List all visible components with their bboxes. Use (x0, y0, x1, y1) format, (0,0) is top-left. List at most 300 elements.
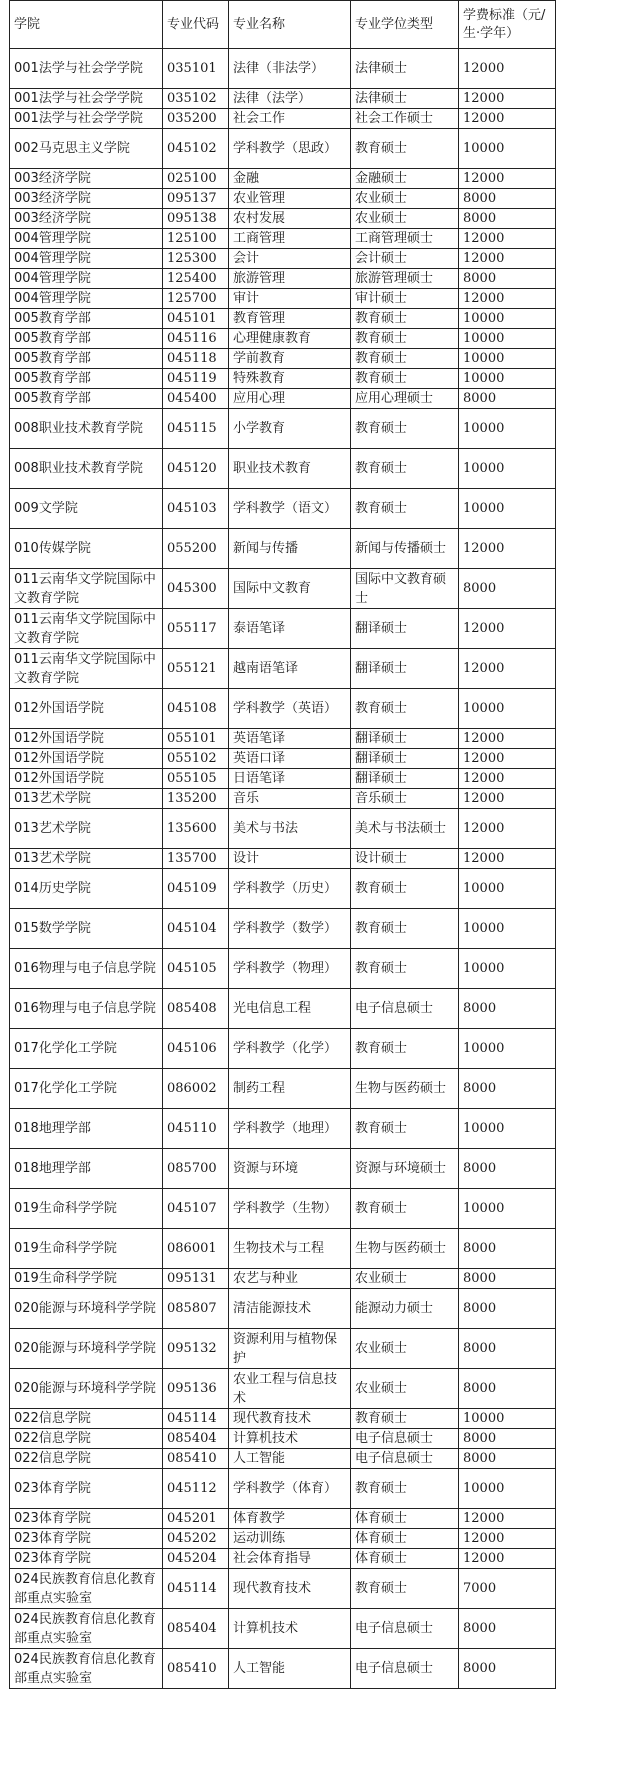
tuition-cell: 10000 (459, 869, 556, 909)
header-college: 学院 (10, 1, 163, 49)
major-code-cell: 045106 (163, 1029, 229, 1069)
table-row (10, 229, 556, 249)
major-name-cell: 教育管理 (229, 309, 351, 329)
table-row (10, 729, 556, 749)
table-row (10, 269, 556, 289)
table-row (10, 1569, 556, 1609)
major-code-cell: 045112 (163, 1469, 229, 1509)
table-row (10, 129, 556, 169)
tuition-cell: 8000 (459, 1649, 556, 1689)
table-row (10, 1429, 556, 1449)
major-name-cell: 社会体育指导 (229, 1549, 351, 1569)
major-name-cell: 音乐 (229, 789, 351, 809)
table-row (10, 569, 556, 609)
tuition-cell: 8000 (459, 1069, 556, 1109)
degree-type-cell: 教育硕士 (351, 689, 459, 729)
degree-type-cell: 体育硕士 (351, 1509, 459, 1529)
college-cell: 011云南华文学院国际中文教育学院 (10, 649, 163, 689)
major-name-cell: 心理健康教育 (229, 329, 351, 349)
major-name-cell: 泰语笔译 (229, 609, 351, 649)
degree-type-cell: 会计硕士 (351, 249, 459, 269)
degree-type-cell: 金融硕士 (351, 169, 459, 189)
major-code-cell: 045202 (163, 1529, 229, 1549)
degree-type-cell: 农业硕士 (351, 1329, 459, 1369)
degree-type-cell: 电子信息硕士 (351, 1429, 459, 1449)
major-name-cell: 英语口译 (229, 749, 351, 769)
table-row (10, 1029, 556, 1069)
major-code-cell: 085408 (163, 989, 229, 1029)
major-name-cell: 越南语笔译 (229, 649, 351, 689)
tuition-cell: 12000 (459, 1509, 556, 1529)
degree-type-cell: 生物与医药硕士 (351, 1229, 459, 1269)
table-row (10, 1189, 556, 1229)
header-degree-type: 专业学位类型 (351, 1, 459, 49)
major-code-cell: 055102 (163, 749, 229, 769)
table-row (10, 609, 556, 649)
college-cell: 016物理与电子信息学院 (10, 949, 163, 989)
major-name-cell: 会计 (229, 249, 351, 269)
major-code-cell: 045118 (163, 349, 229, 369)
degree-type-cell: 教育硕士 (351, 869, 459, 909)
degree-type-cell: 教育硕士 (351, 409, 459, 449)
college-cell: 012外国语学院 (10, 729, 163, 749)
table-row (10, 449, 556, 489)
major-name-cell: 设计 (229, 849, 351, 869)
college-cell: 009文学院 (10, 489, 163, 529)
major-name-cell: 职业技术教育 (229, 449, 351, 489)
degree-type-cell: 法律硕士 (351, 89, 459, 109)
header-tuition: 学费标准（元/生·学年） (459, 1, 556, 49)
table-row (10, 1529, 556, 1549)
tuition-cell: 8000 (459, 1369, 556, 1409)
tuition-cell: 12000 (459, 169, 556, 189)
table-row (10, 989, 556, 1029)
degree-type-cell: 农业硕士 (351, 1269, 459, 1289)
tuition-cell: 12000 (459, 1529, 556, 1549)
degree-type-cell: 法律硕士 (351, 49, 459, 89)
major-name-cell: 农村发展 (229, 209, 351, 229)
tuition-cell: 10000 (459, 309, 556, 329)
tuition-table (9, 0, 556, 1689)
major-code-cell: 055121 (163, 649, 229, 689)
tuition-cell: 8000 (459, 1229, 556, 1269)
table-row (10, 1109, 556, 1149)
table-row (10, 909, 556, 949)
major-code-cell: 135200 (163, 789, 229, 809)
tuition-cell: 10000 (459, 1029, 556, 1069)
tuition-cell: 10000 (459, 689, 556, 729)
major-code-cell: 085410 (163, 1649, 229, 1689)
degree-type-cell: 体育硕士 (351, 1529, 459, 1549)
tuition-cell: 10000 (459, 1189, 556, 1229)
degree-type-cell: 教育硕士 (351, 309, 459, 329)
table-row (10, 849, 556, 869)
college-cell: 023体育学院 (10, 1469, 163, 1509)
major-code-cell: 135600 (163, 809, 229, 849)
major-name-cell: 美术与书法 (229, 809, 351, 849)
degree-type-cell: 电子信息硕士 (351, 1609, 459, 1649)
college-cell: 022信息学院 (10, 1449, 163, 1469)
degree-type-cell: 教育硕士 (351, 1189, 459, 1229)
table-row (10, 809, 556, 849)
table-row (10, 689, 556, 729)
tuition-cell: 10000 (459, 369, 556, 389)
major-name-cell: 人工智能 (229, 1449, 351, 1469)
degree-type-cell: 农业硕士 (351, 209, 459, 229)
major-name-cell: 体育教学 (229, 1509, 351, 1529)
tuition-cell: 10000 (459, 1109, 556, 1149)
college-cell: 024民族教育信息化教育部重点实验室 (10, 1649, 163, 1689)
degree-type-cell: 翻译硕士 (351, 609, 459, 649)
table-row (10, 1409, 556, 1429)
major-name-cell: 学前教育 (229, 349, 351, 369)
major-code-cell: 045104 (163, 909, 229, 949)
table-row (10, 369, 556, 389)
college-cell: 016物理与电子信息学院 (10, 989, 163, 1029)
college-cell: 004管理学院 (10, 229, 163, 249)
table-row (10, 89, 556, 109)
tuition-cell: 12000 (459, 769, 556, 789)
college-cell: 019生命科学学院 (10, 1269, 163, 1289)
tuition-cell: 8000 (459, 1149, 556, 1189)
major-code-cell: 085404 (163, 1429, 229, 1449)
table-row (10, 309, 556, 329)
degree-type-cell: 农业硕士 (351, 189, 459, 209)
tuition-cell: 8000 (459, 1329, 556, 1369)
major-name-cell: 日语笔译 (229, 769, 351, 789)
major-name-cell: 金融 (229, 169, 351, 189)
degree-type-cell: 教育硕士 (351, 329, 459, 349)
major-name-cell: 农业工程与信息技术 (229, 1369, 351, 1409)
table-row (10, 1269, 556, 1289)
table-row (10, 869, 556, 909)
degree-type-cell: 设计硕士 (351, 849, 459, 869)
college-cell: 014历史学院 (10, 869, 163, 909)
college-cell: 018地理学部 (10, 1149, 163, 1189)
tuition-cell: 12000 (459, 849, 556, 869)
table-row (10, 649, 556, 689)
table-row (10, 1229, 556, 1269)
college-cell: 017化学化工学院 (10, 1069, 163, 1109)
tuition-cell: 12000 (459, 789, 556, 809)
tuition-cell: 8000 (459, 569, 556, 609)
major-code-cell: 095138 (163, 209, 229, 229)
major-code-cell: 095131 (163, 1269, 229, 1289)
degree-type-cell: 电子信息硕士 (351, 1449, 459, 1469)
major-name-cell: 法律（法学） (229, 89, 351, 109)
major-code-cell: 045110 (163, 1109, 229, 1149)
table-row (10, 1369, 556, 1409)
table-row (10, 329, 556, 349)
major-name-cell: 人工智能 (229, 1649, 351, 1689)
tuition-cell: 12000 (459, 809, 556, 849)
college-cell: 013艺术学院 (10, 809, 163, 849)
tuition-cell: 8000 (459, 1269, 556, 1289)
tuition-cell: 8000 (459, 1289, 556, 1329)
college-cell: 011云南华文学院国际中文教育学院 (10, 609, 163, 649)
college-cell: 020能源与环境科学学院 (10, 1329, 163, 1369)
major-name-cell: 法律（非法学） (229, 49, 351, 89)
major-name-cell: 资源利用与植物保护 (229, 1329, 351, 1369)
major-code-cell: 095136 (163, 1369, 229, 1409)
table-row (10, 769, 556, 789)
college-cell: 005教育学部 (10, 389, 163, 409)
table-row (10, 1469, 556, 1509)
major-code-cell: 045119 (163, 369, 229, 389)
degree-type-cell: 应用心理硕士 (351, 389, 459, 409)
table-row (10, 1549, 556, 1569)
college-cell: 008职业技术教育学院 (10, 409, 163, 449)
degree-type-cell: 美术与书法硕士 (351, 809, 459, 849)
tuition-cell: 12000 (459, 729, 556, 749)
degree-type-cell: 教育硕士 (351, 1569, 459, 1609)
tuition-cell: 12000 (459, 289, 556, 309)
college-cell: 003经济学院 (10, 169, 163, 189)
major-name-cell: 旅游管理 (229, 269, 351, 289)
college-cell: 024民族教育信息化教育部重点实验室 (10, 1609, 163, 1649)
table-row (10, 1509, 556, 1529)
major-name-cell: 农业管理 (229, 189, 351, 209)
major-code-cell: 055105 (163, 769, 229, 789)
major-name-cell: 应用心理 (229, 389, 351, 409)
tuition-cell: 8000 (459, 1429, 556, 1449)
degree-type-cell: 教育硕士 (351, 1469, 459, 1509)
major-name-cell: 学科教学（语文） (229, 489, 351, 529)
major-name-cell: 英语笔译 (229, 729, 351, 749)
table-row (10, 209, 556, 229)
degree-type-cell: 教育硕士 (351, 369, 459, 389)
header-major-code: 专业代码 (163, 1, 229, 49)
major-name-cell: 资源与环境 (229, 1149, 351, 1189)
header-row (10, 1, 556, 49)
tuition-cell: 12000 (459, 49, 556, 89)
table-row (10, 289, 556, 309)
major-code-cell: 045105 (163, 949, 229, 989)
degree-type-cell: 体育硕士 (351, 1549, 459, 1569)
major-code-cell: 055117 (163, 609, 229, 649)
degree-type-cell: 教育硕士 (351, 449, 459, 489)
degree-type-cell: 教育硕士 (351, 129, 459, 169)
tuition-cell: 8000 (459, 1449, 556, 1469)
college-cell: 005教育学部 (10, 309, 163, 329)
tuition-cell: 12000 (459, 529, 556, 569)
major-code-cell: 045300 (163, 569, 229, 609)
college-cell: 004管理学院 (10, 269, 163, 289)
college-cell: 005教育学部 (10, 329, 163, 349)
degree-type-cell: 教育硕士 (351, 909, 459, 949)
college-cell: 013艺术学院 (10, 789, 163, 809)
degree-type-cell: 翻译硕士 (351, 749, 459, 769)
major-code-cell: 025100 (163, 169, 229, 189)
table-row (10, 49, 556, 89)
college-cell: 022信息学院 (10, 1429, 163, 1449)
major-code-cell: 045109 (163, 869, 229, 909)
major-name-cell: 特殊教育 (229, 369, 351, 389)
major-code-cell: 135700 (163, 849, 229, 869)
college-cell: 001法学与社会学学院 (10, 89, 163, 109)
major-name-cell: 学科教学（地理） (229, 1109, 351, 1149)
college-cell: 017化学化工学院 (10, 1029, 163, 1069)
table-row (10, 529, 556, 569)
table-row (10, 1329, 556, 1369)
major-name-cell: 农艺与种业 (229, 1269, 351, 1289)
major-code-cell: 045102 (163, 129, 229, 169)
degree-type-cell: 旅游管理硕士 (351, 269, 459, 289)
tuition-cell: 8000 (459, 189, 556, 209)
tuition-cell: 10000 (459, 949, 556, 989)
college-cell: 019生命科学学院 (10, 1229, 163, 1269)
college-cell: 023体育学院 (10, 1549, 163, 1569)
college-cell: 012外国语学院 (10, 769, 163, 789)
degree-type-cell: 工商管理硕士 (351, 229, 459, 249)
major-name-cell: 学科教学（思政） (229, 129, 351, 169)
major-code-cell: 045201 (163, 1509, 229, 1529)
major-name-cell: 计算机技术 (229, 1609, 351, 1649)
major-code-cell: 085404 (163, 1609, 229, 1649)
college-cell: 008职业技术教育学院 (10, 449, 163, 489)
major-code-cell: 035101 (163, 49, 229, 89)
college-cell: 001法学与社会学学院 (10, 109, 163, 129)
major-code-cell: 045116 (163, 329, 229, 349)
major-code-cell: 045103 (163, 489, 229, 529)
major-name-cell: 学科教学（英语） (229, 689, 351, 729)
table-row (10, 1069, 556, 1109)
college-cell: 012外国语学院 (10, 749, 163, 769)
tuition-cell: 10000 (459, 1469, 556, 1509)
major-code-cell: 086001 (163, 1229, 229, 1269)
major-name-cell: 现代教育技术 (229, 1409, 351, 1429)
degree-type-cell: 社会工作硕士 (351, 109, 459, 129)
tuition-cell: 10000 (459, 129, 556, 169)
degree-type-cell: 电子信息硕士 (351, 989, 459, 1029)
major-code-cell: 045120 (163, 449, 229, 489)
tuition-cell: 8000 (459, 389, 556, 409)
college-cell: 020能源与环境科学学院 (10, 1369, 163, 1409)
college-cell: 002马克思主义学院 (10, 129, 163, 169)
degree-type-cell: 教育硕士 (351, 349, 459, 369)
tuition-cell: 10000 (459, 409, 556, 449)
tuition-cell: 10000 (459, 329, 556, 349)
table-row (10, 1449, 556, 1469)
college-cell: 019生命科学学院 (10, 1189, 163, 1229)
major-code-cell: 045108 (163, 689, 229, 729)
major-name-cell: 现代教育技术 (229, 1569, 351, 1609)
major-name-cell: 学科教学（数学） (229, 909, 351, 949)
major-code-cell: 045114 (163, 1409, 229, 1429)
table-row (10, 189, 556, 209)
tuition-cell: 10000 (459, 449, 556, 489)
major-name-cell: 光电信息工程 (229, 989, 351, 1029)
college-cell: 004管理学院 (10, 249, 163, 269)
tuition-cell: 12000 (459, 89, 556, 109)
college-cell: 011云南华文学院国际中文教育学院 (10, 569, 163, 609)
degree-type-cell: 教育硕士 (351, 949, 459, 989)
table-row (10, 749, 556, 769)
college-cell: 022信息学院 (10, 1409, 163, 1429)
tuition-cell: 10000 (459, 489, 556, 529)
tuition-cell: 7000 (459, 1569, 556, 1609)
major-code-cell: 035102 (163, 89, 229, 109)
table-row (10, 789, 556, 809)
major-name-cell: 新闻与传播 (229, 529, 351, 569)
tuition-cell: 8000 (459, 989, 556, 1029)
major-code-cell: 045400 (163, 389, 229, 409)
degree-type-cell: 翻译硕士 (351, 729, 459, 749)
college-cell: 004管理学院 (10, 289, 163, 309)
table-row (10, 489, 556, 529)
college-cell: 023体育学院 (10, 1529, 163, 1549)
major-code-cell: 055101 (163, 729, 229, 749)
degree-type-cell: 生物与医药硕士 (351, 1069, 459, 1109)
major-name-cell: 社会工作 (229, 109, 351, 129)
tuition-cell: 10000 (459, 909, 556, 949)
college-cell: 015数学学院 (10, 909, 163, 949)
major-code-cell: 085410 (163, 1449, 229, 1469)
degree-type-cell: 翻译硕士 (351, 649, 459, 689)
header-major-name: 专业名称 (229, 1, 351, 49)
major-code-cell: 085700 (163, 1149, 229, 1189)
major-code-cell: 085807 (163, 1289, 229, 1329)
major-code-cell: 125300 (163, 249, 229, 269)
major-name-cell: 生物技术与工程 (229, 1229, 351, 1269)
major-name-cell: 清洁能源技术 (229, 1289, 351, 1329)
college-cell: 013艺术学院 (10, 849, 163, 869)
major-code-cell: 095132 (163, 1329, 229, 1369)
tuition-cell: 12000 (459, 229, 556, 249)
major-name-cell: 计算机技术 (229, 1429, 351, 1449)
major-name-cell: 学科教学（生物） (229, 1189, 351, 1229)
degree-type-cell: 国际中文教育硕士 (351, 569, 459, 609)
college-cell: 023体育学院 (10, 1509, 163, 1529)
major-code-cell: 125700 (163, 289, 229, 309)
college-cell: 020能源与环境科学学院 (10, 1289, 163, 1329)
major-code-cell: 035200 (163, 109, 229, 129)
major-name-cell: 学科教学（体育） (229, 1469, 351, 1509)
major-name-cell: 运动训练 (229, 1529, 351, 1549)
table-row (10, 949, 556, 989)
major-code-cell: 045101 (163, 309, 229, 329)
table-row (10, 169, 556, 189)
degree-type-cell: 教育硕士 (351, 1029, 459, 1069)
college-cell: 003经济学院 (10, 189, 163, 209)
table-row (10, 349, 556, 369)
degree-type-cell: 教育硕士 (351, 1109, 459, 1149)
tuition-cell: 12000 (459, 109, 556, 129)
college-cell: 005教育学部 (10, 369, 163, 389)
table-row (10, 409, 556, 449)
college-cell: 003经济学院 (10, 209, 163, 229)
tuition-cell: 8000 (459, 209, 556, 229)
table-row (10, 249, 556, 269)
major-name-cell: 制药工程 (229, 1069, 351, 1109)
major-name-cell: 审计 (229, 289, 351, 309)
degree-type-cell: 翻译硕士 (351, 769, 459, 789)
table-row (10, 1149, 556, 1189)
major-code-cell: 055200 (163, 529, 229, 569)
tuition-cell: 12000 (459, 1549, 556, 1569)
college-cell: 010传媒学院 (10, 529, 163, 569)
table-row (10, 1649, 556, 1689)
degree-type-cell: 教育硕士 (351, 1409, 459, 1429)
tuition-cell: 12000 (459, 649, 556, 689)
degree-type-cell: 音乐硕士 (351, 789, 459, 809)
major-name-cell: 学科教学（历史） (229, 869, 351, 909)
degree-type-cell: 新闻与传播硕士 (351, 529, 459, 569)
degree-type-cell: 资源与环境硕士 (351, 1149, 459, 1189)
table-row (10, 1609, 556, 1649)
tuition-cell: 12000 (459, 749, 556, 769)
major-code-cell: 125100 (163, 229, 229, 249)
